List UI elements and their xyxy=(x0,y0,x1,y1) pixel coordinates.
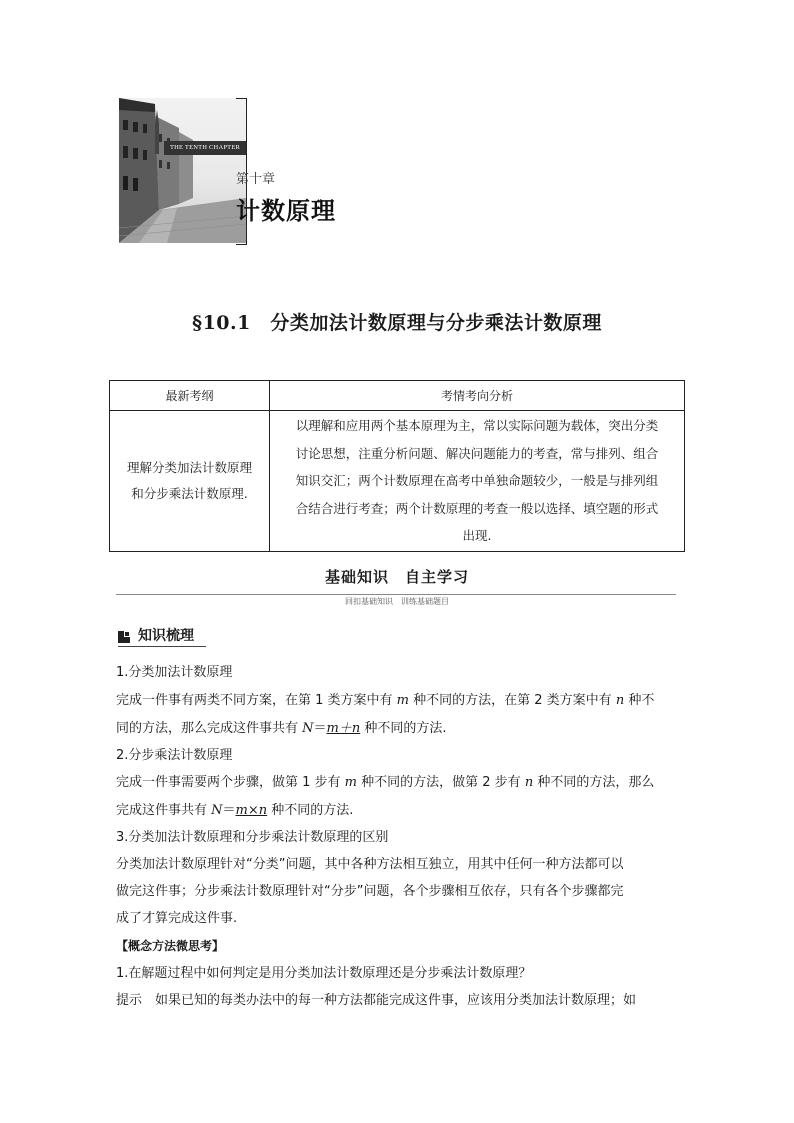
analysis-line: 知识交汇；两个计数原理在高考中单独命题较少，一般是与排列组 xyxy=(295,473,659,488)
requirement-line: 理解分类加法计数原理 xyxy=(126,459,252,475)
item-heading-1: 1.分类加法计数原理 xyxy=(116,665,233,680)
paragraph-line: 成了才算完成这件事. xyxy=(116,911,238,926)
analysis-line: 以理解和应用两个基本原理为主，常以实际问题为载体，突出分类 xyxy=(295,418,659,433)
item-heading-2: 2.分步乘法计数原理 xyxy=(116,748,233,763)
section-heading: 知识梳理 xyxy=(138,628,194,644)
section-marker-icon xyxy=(118,628,130,640)
item-heading-3: 3.分类加法计数原理和分步乘法计数原理的区别 xyxy=(116,830,389,845)
paragraph-line: 分类加法计数原理针对“分类”问题，其中各种方法相互独立，用其中任何一种方法都可以 xyxy=(116,857,624,872)
section-title: §10.1 分类加法计数原理与分步乘法计数原理 xyxy=(192,312,602,334)
math-var: N xyxy=(211,803,223,818)
hint-line: 提示 如果已知的每类办法中的每一种方法都能完成这件事，应该用分类加法计数原理；如 xyxy=(116,993,637,1008)
band-title: 基础知识 自主学习 xyxy=(324,568,469,586)
math-var: m xyxy=(396,693,409,708)
analysis-line: 讨论思想，注重分析问题、解决问题能力的考查，常与排列、组合 xyxy=(295,445,659,461)
analysis-line: 合结合进行考查；两个计数原理的考查一般以选择、填空题的形式 xyxy=(295,500,659,516)
section-heading-rule xyxy=(118,646,206,647)
concept-label: 【概念方法微思考】 xyxy=(116,939,225,953)
table-header-row xyxy=(110,381,685,411)
requirement-line: 和分步乘法计数原理. xyxy=(131,485,248,501)
syllabus-table xyxy=(109,380,685,552)
paragraph-line: 完成一件事需要两个步骤，做第 1 步有 m 种不同的方法，做第 2 步有 n 种不同的方法，那么 xyxy=(116,775,655,790)
math-var: n xyxy=(615,693,625,708)
math-var: m xyxy=(344,775,357,790)
math-var: n xyxy=(524,775,534,790)
table-header-analysis: 考情考向分析 xyxy=(270,381,685,411)
paragraph-line: 做完这件事；分步乘法计数原理针对“分步”问题，各个步骤相互依存，只有各个步骤都完 xyxy=(116,884,624,899)
chapter-cover-image xyxy=(119,98,246,243)
paragraph-line: 同的方法，那么完成这件事共有 N＝m＋n 种不同的方法. xyxy=(116,721,447,736)
question-line: 1.在解题过程中如何判定是用分类加法计数原理还是分步乘法计数原理？ xyxy=(116,966,532,981)
band-subtitle-wrap xyxy=(0,589,794,608)
answer-blank: m＋n xyxy=(326,721,361,736)
paragraph-line: 完成这件事共有 N＝m×n 种不同的方法. xyxy=(116,803,354,818)
table-header-requirement: 最新考纲 xyxy=(110,381,270,411)
band-subtitle: 回扣基础知识 训练基础题目 xyxy=(339,597,455,606)
math-var: N xyxy=(302,721,314,736)
chapter-number: 第十章 xyxy=(236,172,276,187)
table-row xyxy=(110,411,685,552)
requirement-cell xyxy=(110,411,270,552)
paragraph-line: 完成一件事有两类不同方案，在第 1 类方案中有 m 种不同的方法，在第 2 类方案中有 n 种不 xyxy=(116,693,655,708)
answer-blank: m×n xyxy=(235,803,268,818)
analysis-line: 出现. xyxy=(462,528,492,543)
chapter-title: 计数原理 xyxy=(236,197,336,225)
chapter-english-band: THE TENTH CHAPTER xyxy=(164,141,246,155)
analysis-cell xyxy=(270,411,685,552)
